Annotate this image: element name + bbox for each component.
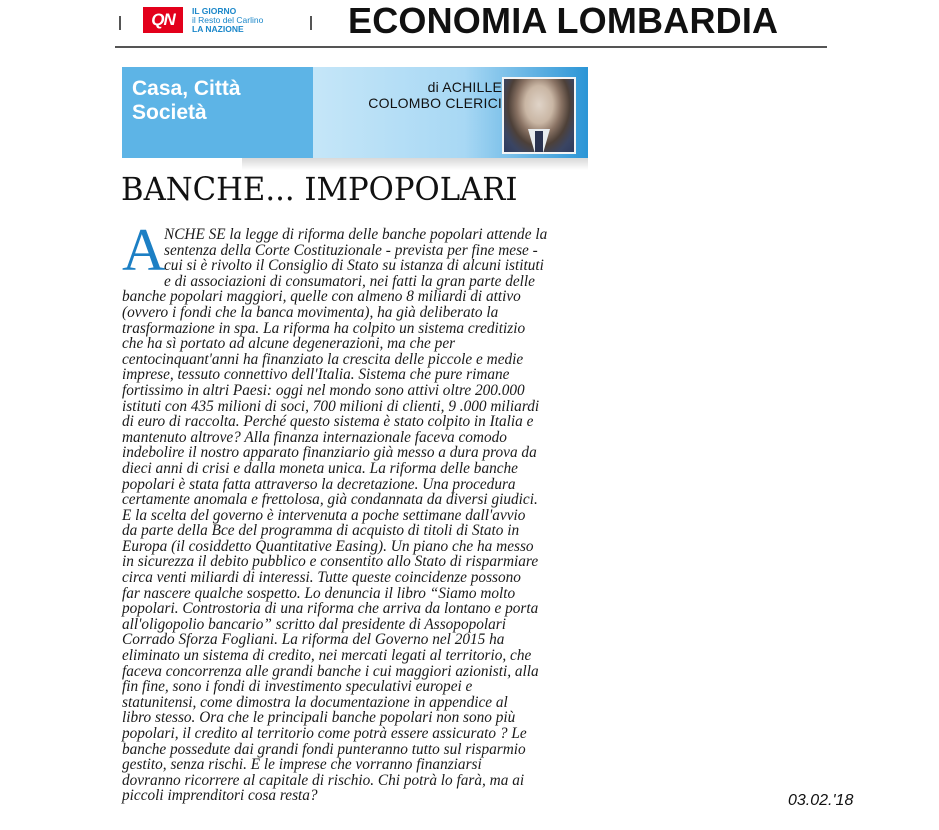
body-line: popolari, il credito al territorio come potrà essere assicurato ? Le	[122, 725, 527, 742]
body-line: imprese, tessuto connettivo dell'Italia. Sistema che pure rimane	[122, 366, 510, 384]
publication-il-giorno: IL GIORNO	[192, 6, 237, 16]
body-line: far nascere qualche sospetto. Lo denuncia il libro “Siamo molto	[122, 584, 516, 602]
body-line: mantenuto altrove? Alla finanza internazionale faceva comodo	[122, 428, 507, 446]
publication-date: 03.02.'18	[788, 792, 854, 809]
body-line: libro stesso. Ora che le principali banche popolari non sono più	[122, 709, 516, 727]
body-line: da parte della Bce del programma di acquisto di titoli di Stato in	[122, 522, 520, 540]
body-line: circa venti miliardi di interessi. Tutte queste coincidenze possono	[122, 569, 521, 587]
column-name-line: Società	[132, 101, 207, 124]
body-line: in sicurezza il debito pubblico e consentito allo Stato di risparmiare	[122, 553, 539, 571]
body-line: fortissimo in altri Paesi: oggi nel mondo sono attivi oltre 200.000	[122, 381, 525, 399]
body-line: sentenza della Corte Costituzionale - prevista per fine mese -	[164, 241, 538, 259]
body-line: E la scelta del governo è intervenuta a poche settimane dall'avvio	[122, 506, 526, 524]
body-line: indebolire il nostro apparato finanziario già messo a dura prova da	[122, 444, 537, 462]
body-line: istituti con 435 milioni di soci, 700 milioni di clienti, 9 .000 miliardi	[122, 397, 540, 415]
column-name-panel	[122, 67, 313, 158]
body-line: e di associazioni di consumatori, nei fatti la gran parte delle	[164, 272, 535, 290]
body-line: dovranno ricorrere al capitale di rischio. Chi potrà lo farà, ma ai	[122, 771, 525, 789]
publication-la-nazione: LA NAZIONE	[192, 24, 244, 34]
masthead-separator	[310, 16, 312, 30]
column-name-line: Casa, Città	[132, 77, 241, 100]
publication-list	[192, 7, 263, 34]
article-headline: BANCHE... IMPOPOLARI	[121, 170, 518, 208]
body-line: centocinquant'anni ha finanziato la crescita delle piccole e medie	[122, 350, 524, 368]
body-line: NCHE SE la legge di riforma delle banche popolari attende la	[164, 226, 548, 243]
body-line: fin fine, sono i fondi di investimento speculativi europei e	[122, 678, 473, 696]
publication-resto-del-carlino: il Resto del Carlino	[192, 15, 264, 25]
drop-cap: A	[122, 217, 166, 283]
article-body	[122, 227, 592, 804]
masthead-separator	[119, 16, 121, 30]
body-line: che ha sì portato ad alcune degenerazioni, ma che per	[122, 335, 456, 353]
body-line: (ovvero i fondi che la banca movimenta), ha già deliberato la	[122, 303, 499, 321]
body-line: banche popolari maggiori, quelle con almeno 8 miliardi di attivo	[122, 288, 521, 306]
qn-logo: QN	[143, 7, 183, 33]
body-line: banche possedute dai grandi fondi punteranno tutto sul risparmio	[122, 740, 526, 758]
body-line: Corrado Sforza Fogliani. La riforma del Governo nel 2015 ha	[122, 631, 505, 649]
body-line: piccoli imprenditori cosa resta?	[122, 787, 318, 805]
byline-line: COLOMBO CLERICI	[368, 95, 502, 111]
author-photo	[502, 77, 576, 154]
body-line: di euro di raccolta. Perché questo sistema è stato colpito in Italia e	[122, 413, 534, 431]
body-line: gestito, senza rischi. E le imprese che vorranno finanziarsi	[122, 756, 482, 774]
body-line: Europa (il cosiddetto Quantitative Easing). Un piano che ha messo	[122, 537, 534, 555]
body-line: popolari. Controstoria di una riforma che arriva da lontano e porta	[122, 600, 539, 618]
body-line: trasformazione in spa. La riforma ha colpito un sistema creditizio	[122, 319, 526, 337]
body-line: faceva concorrenza alle grandi banche i cui maggiori azionisti, alla	[122, 662, 539, 680]
column-banner	[122, 67, 588, 158]
column-name	[132, 77, 241, 125]
body-line: statunitensi, come dimostra la documentazione in appendice al	[122, 693, 508, 711]
body-line: cui si è rivolto il Consiglio di Stato su istanza di alcuni istituti	[164, 257, 544, 275]
body-line: all'oligopolio bancario” scritto dal presidente di Assopopolari	[122, 615, 507, 633]
section-title: ECONOMIA LOMBARDIA	[348, 0, 779, 41]
body-line: popolari è stata fatta attraverso la decretazione. Una procedura	[122, 475, 516, 493]
masthead-rule	[115, 46, 827, 48]
body-line: eliminato un sistema di credito, nei mercati legati al territorio, che	[122, 647, 532, 665]
masthead	[115, 0, 827, 48]
body-line: dieci anni di crisi e dalla moneta unica. La riforma delle banche	[122, 459, 518, 477]
photo-tie	[535, 131, 543, 152]
author-byline	[368, 79, 502, 111]
body-line: certamente anomala e frettolosa, già condannata da diversi giudici.	[122, 491, 538, 509]
byline-line: di ACHILLE	[427, 79, 502, 95]
